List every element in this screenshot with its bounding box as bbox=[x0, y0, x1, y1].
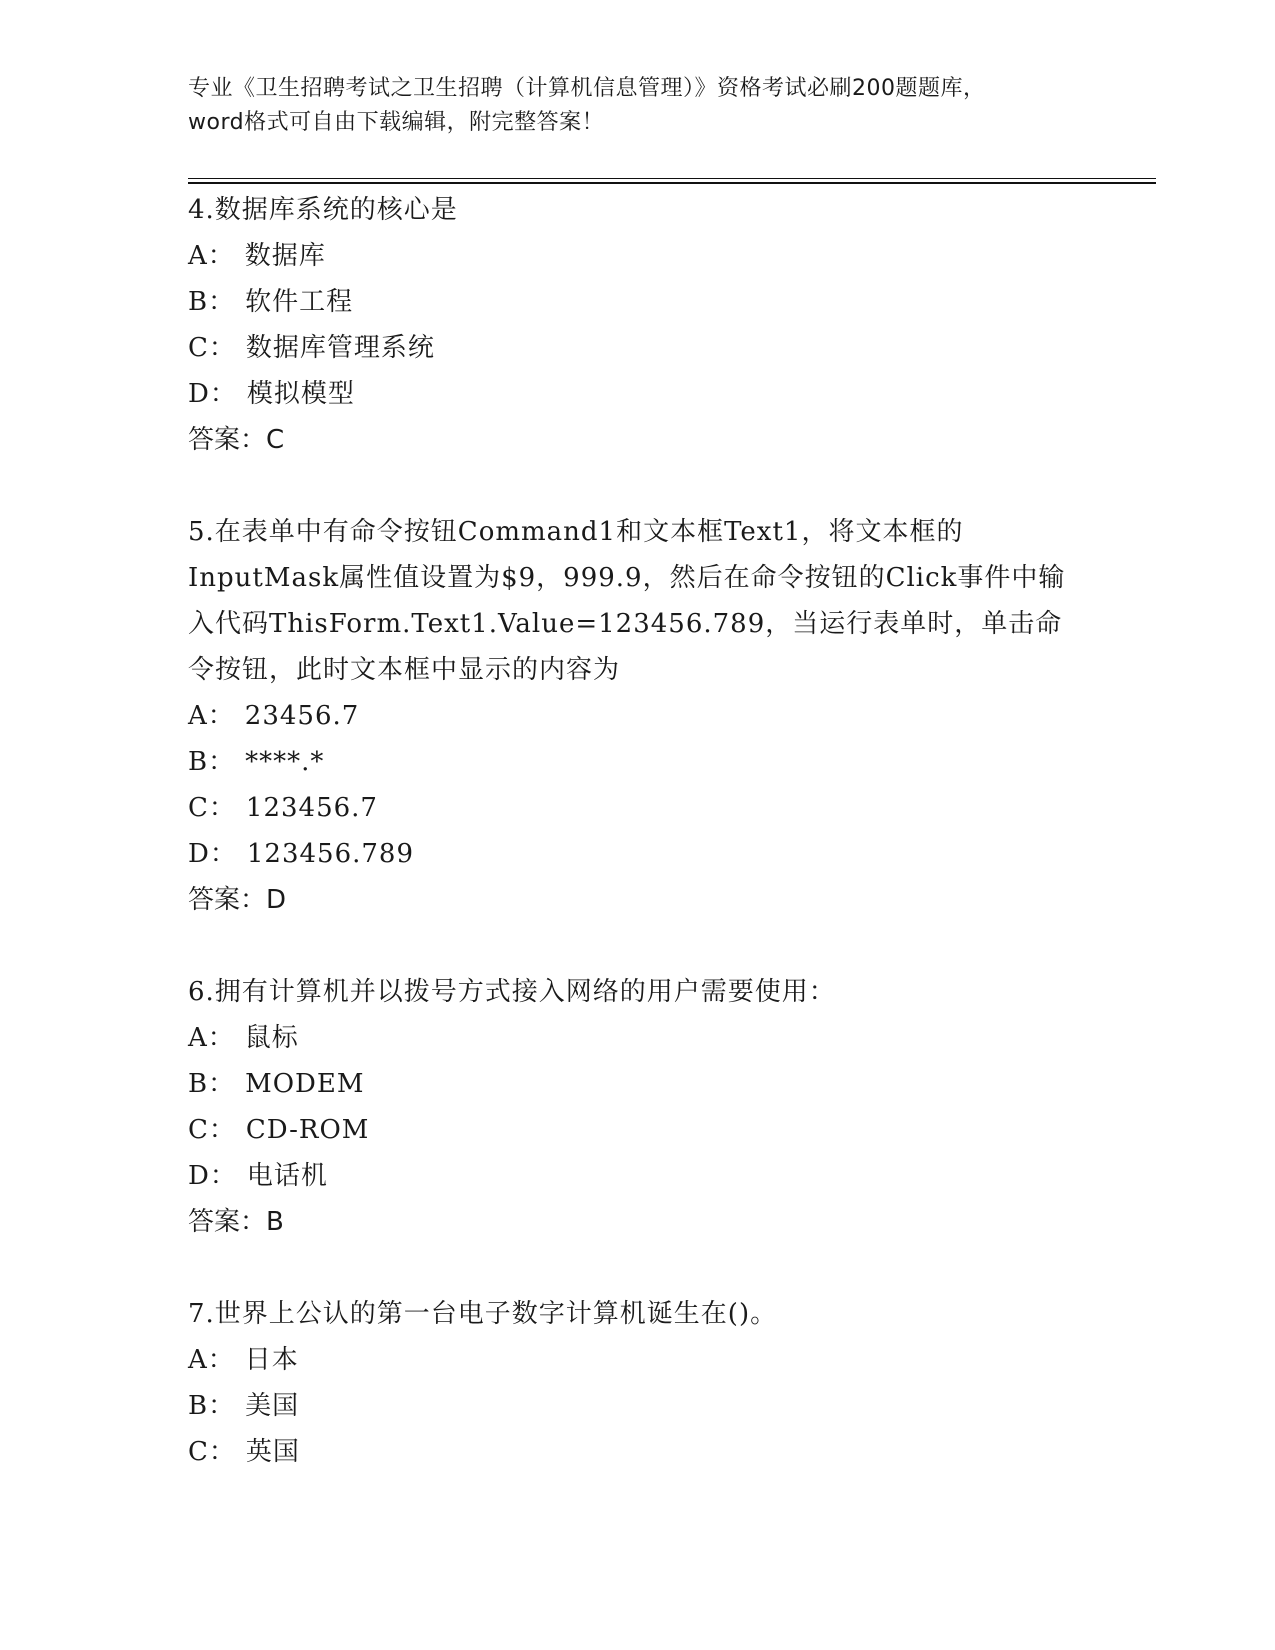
answer-line: 答案：C bbox=[188, 425, 285, 455]
option-c bbox=[188, 325, 1088, 371]
option-text: 英国 bbox=[245, 1437, 300, 1467]
option-key: A： bbox=[188, 701, 235, 731]
option-b bbox=[188, 279, 1088, 325]
option-a bbox=[188, 233, 1088, 279]
option-a bbox=[188, 693, 1088, 739]
question-item bbox=[188, 969, 1088, 1245]
question-item bbox=[188, 187, 1088, 463]
option-key: B： bbox=[188, 1391, 236, 1421]
option-d bbox=[188, 371, 1088, 417]
option-b bbox=[188, 739, 1088, 785]
option-key: B： bbox=[188, 287, 236, 317]
option-key: B： bbox=[188, 1069, 236, 1099]
header-title-line2: word格式可自由下载编辑，附完整答案！ bbox=[188, 110, 605, 135]
option-key: D： bbox=[188, 379, 237, 409]
option-b bbox=[188, 1383, 1088, 1429]
option-text: MODEM bbox=[245, 1069, 365, 1099]
question-stem: 7.世界上公认的第一台电子数字计算机诞生在()。 bbox=[188, 1299, 778, 1329]
option-key: C： bbox=[188, 1115, 236, 1145]
option-b bbox=[188, 1061, 1088, 1107]
option-text: 123456.7 bbox=[245, 793, 378, 823]
option-key: D： bbox=[188, 839, 237, 869]
option-key: A： bbox=[188, 241, 235, 271]
question-stem: 4.数据库系统的核心是 bbox=[188, 195, 458, 225]
option-c bbox=[188, 1429, 1088, 1475]
option-text: 电话机 bbox=[246, 1161, 328, 1191]
option-text: 鼠标 bbox=[244, 1023, 299, 1053]
header-title-line1: 专业《卫生招聘考试之卫生招聘（计算机信息管理）》资格考试必刷200题题库， bbox=[188, 76, 986, 101]
option-key: A： bbox=[188, 1345, 235, 1375]
option-text: 美国 bbox=[245, 1391, 300, 1421]
option-key: B： bbox=[188, 747, 236, 777]
header-divider-thin bbox=[188, 178, 1156, 179]
option-a bbox=[188, 1337, 1088, 1383]
option-text: 数据库管理系统 bbox=[245, 333, 435, 363]
option-text: 日本 bbox=[244, 1345, 299, 1375]
question-item bbox=[188, 1291, 1088, 1475]
header-divider-thick bbox=[188, 182, 1156, 184]
option-d bbox=[188, 831, 1088, 877]
option-key: C： bbox=[188, 333, 236, 363]
option-key: C： bbox=[188, 1437, 236, 1467]
option-c bbox=[188, 1107, 1088, 1153]
option-key: C： bbox=[188, 793, 236, 823]
option-text: CD-ROM bbox=[245, 1115, 370, 1145]
option-text: 23456.7 bbox=[244, 701, 360, 731]
question-stem: 6.拥有计算机并以拨号方式接入网络的用户需要使用： bbox=[188, 977, 836, 1007]
option-text: 123456.789 bbox=[246, 839, 415, 869]
document-header bbox=[188, 72, 1088, 140]
option-text: 数据库 bbox=[244, 241, 326, 271]
option-c bbox=[188, 785, 1088, 831]
option-key: D： bbox=[188, 1161, 237, 1191]
option-text: 模拟模型 bbox=[246, 379, 355, 409]
option-key: A： bbox=[188, 1023, 235, 1053]
answer-line: 答案：D bbox=[188, 885, 287, 915]
question-stem: 5.在表单中有命令按钮Command1和文本框Text1，将文本框的InputMask属性值设置为$9，999.9，然后在命令按钮的Click事件中输入代码ThisForm.Text1.Value=123456.789，当运行表单时，单击命令按钮，此时文本框中显示的内容为 bbox=[188, 517, 1066, 685]
option-a bbox=[188, 1015, 1088, 1061]
answer-line: 答案：B bbox=[188, 1207, 284, 1237]
option-text: 软件工程 bbox=[245, 287, 354, 317]
option-d bbox=[188, 1153, 1088, 1199]
question-item bbox=[188, 509, 1088, 923]
option-text: ****.* bbox=[245, 747, 325, 777]
question-list bbox=[188, 187, 1088, 1521]
